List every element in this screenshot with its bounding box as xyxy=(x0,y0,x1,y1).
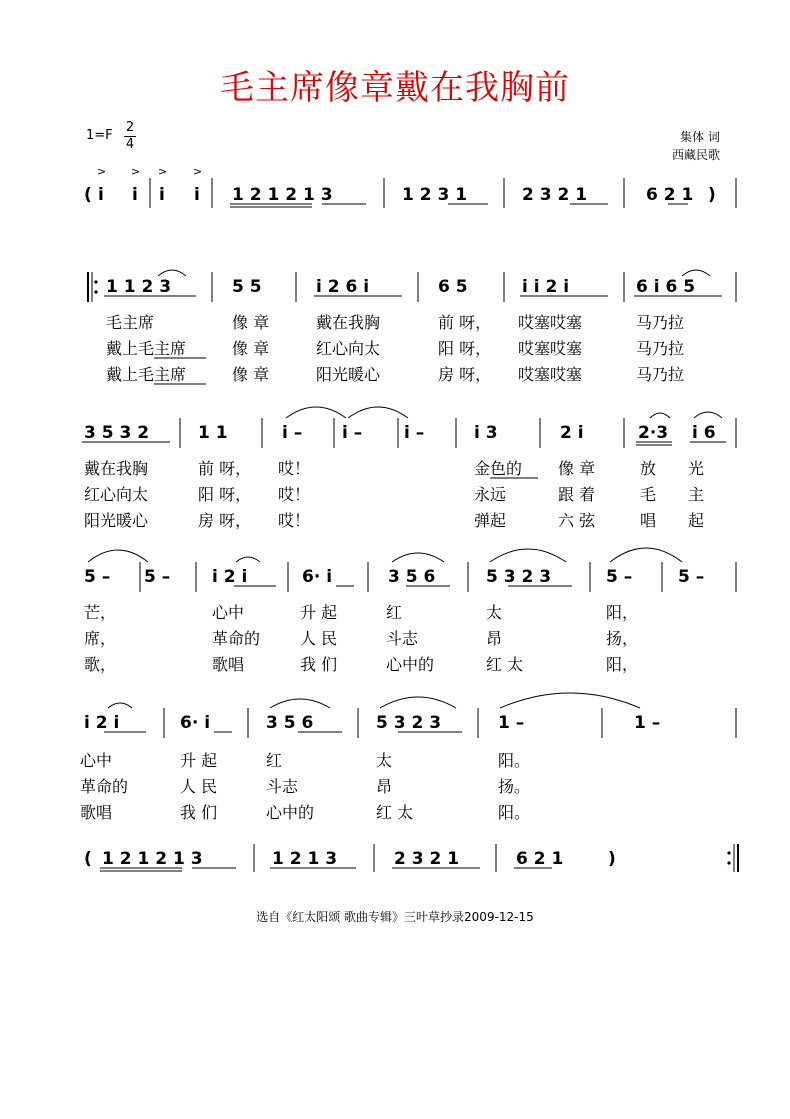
svg-text:歌，: 歌， xyxy=(84,655,117,674)
svg-text:阳，: 阳， xyxy=(606,603,639,622)
close-paren: ) xyxy=(708,185,716,205)
verse-2 xyxy=(80,777,530,796)
svg-text:昂: 昂 xyxy=(376,777,393,796)
verse-3 xyxy=(84,511,704,530)
note: i xyxy=(98,185,104,205)
svg-text:哎！: 哎！ xyxy=(278,485,311,504)
system-6 xyxy=(84,844,738,872)
svg-text:戴上毛主席: 戴上毛主席 xyxy=(106,339,187,358)
verse-1 xyxy=(84,459,704,478)
svg-text:>: > xyxy=(158,165,168,178)
svg-text:太: 太 xyxy=(376,751,393,770)
svg-text:哎塞哎塞: 哎塞哎塞 xyxy=(518,339,583,358)
svg-text:阳。: 阳。 xyxy=(498,751,531,770)
svg-text:金色的: 金色的 xyxy=(474,459,523,478)
svg-text:红心向太: 红心向太 xyxy=(84,485,149,504)
svg-text:革命的: 革命的 xyxy=(212,629,261,648)
lyricist-credit: 集体 词 xyxy=(680,130,720,144)
key-signature: 1=F xyxy=(86,128,113,143)
svg-text:我 们: 我 们 xyxy=(180,803,218,822)
svg-text:像 章: 像 章 xyxy=(232,339,270,358)
measure: i 3 xyxy=(474,423,498,443)
measure: 5 3 2 3 xyxy=(486,567,552,587)
measure: i 2 i xyxy=(212,567,248,587)
svg-text:房 呀，: 房 呀， xyxy=(438,365,492,384)
open-paren: ( xyxy=(84,849,92,869)
song-title: 毛主席像章戴在我胸前 xyxy=(220,68,570,108)
measure: 5 – xyxy=(678,567,705,587)
svg-text:哎！: 哎！ xyxy=(278,511,311,530)
svg-text:起: 起 xyxy=(688,511,705,530)
measure: 1 2 1 3 xyxy=(272,849,338,869)
svg-text:房 呀，: 房 呀， xyxy=(198,511,252,530)
verse-3 xyxy=(80,803,530,822)
measure: 3 5 6 xyxy=(266,713,314,733)
svg-text:哎！: 哎！ xyxy=(278,459,311,478)
time-signature-bottom: 4 xyxy=(125,137,135,152)
system-5 xyxy=(84,693,736,738)
system-1 xyxy=(84,165,736,208)
verse-2 xyxy=(84,485,704,504)
measure: 2 i xyxy=(560,423,584,443)
svg-text:升 起: 升 起 xyxy=(300,603,338,622)
svg-text:>: > xyxy=(131,165,141,178)
svg-text:马乃拉: 马乃拉 xyxy=(636,365,685,384)
verse-1 xyxy=(84,603,638,622)
svg-text:马乃拉: 马乃拉 xyxy=(636,313,685,332)
verse-1 xyxy=(80,751,530,770)
svg-text:哎塞哎塞: 哎塞哎塞 xyxy=(518,365,583,384)
measure: 1 – xyxy=(634,713,661,733)
note: i xyxy=(159,185,165,205)
svg-text:红: 红 xyxy=(386,603,403,622)
svg-text:永远: 永远 xyxy=(474,485,507,504)
measure: 5 3 2 3 xyxy=(376,713,442,733)
svg-text:阳，: 阳， xyxy=(606,655,639,674)
close-paren: ) xyxy=(608,849,616,869)
svg-text:哎塞哎塞: 哎塞哎塞 xyxy=(518,313,583,332)
measure: 3 5 3 2 xyxy=(84,423,150,443)
measure: 1 2 3 1 xyxy=(402,185,468,205)
time-signature-top: 2 xyxy=(125,120,135,135)
measure: 2 3 2 1 xyxy=(394,849,460,869)
measure: 5 – xyxy=(144,567,171,587)
open-paren: ( xyxy=(84,185,92,205)
svg-text:戴上毛主席: 戴上毛主席 xyxy=(106,365,187,384)
svg-text:斗志: 斗志 xyxy=(386,629,419,648)
svg-text:红: 红 xyxy=(266,751,283,770)
verse-2 xyxy=(106,339,684,358)
svg-text:六 弦: 六 弦 xyxy=(558,511,596,530)
svg-text:跟 着: 跟 着 xyxy=(558,485,596,504)
measure: i – xyxy=(404,423,425,443)
accent-marks xyxy=(97,165,202,178)
lyrics-row-4 xyxy=(80,751,530,822)
measure: 6 5 xyxy=(438,277,468,297)
measure: i 2 i xyxy=(84,713,120,733)
svg-text:歌唱: 歌唱 xyxy=(212,655,245,674)
system-4 xyxy=(84,548,736,592)
svg-text:前 呀，: 前 呀， xyxy=(438,313,492,332)
note: i xyxy=(132,185,138,205)
measure: 6· i xyxy=(302,567,333,587)
svg-text:革命的: 革命的 xyxy=(80,777,129,796)
measure: 6 i 6 5 xyxy=(636,277,696,297)
svg-text:毛主席: 毛主席 xyxy=(106,313,155,332)
svg-text:心中: 心中 xyxy=(80,751,113,770)
svg-text:席，: 席， xyxy=(84,629,117,648)
svg-text:阳。: 阳。 xyxy=(498,803,531,822)
measure: i i 2 i xyxy=(522,277,570,297)
lyrics-row-2 xyxy=(84,459,704,530)
svg-text:主: 主 xyxy=(688,485,705,504)
svg-text:红心向太: 红心向太 xyxy=(316,339,381,358)
lyrics-row-3 xyxy=(84,603,638,674)
measure: 2·3 xyxy=(638,423,669,443)
svg-text:像 章: 像 章 xyxy=(232,365,270,384)
measure: i 2 6 i xyxy=(316,277,370,297)
verse-2 xyxy=(84,629,638,648)
svg-text:毛: 毛 xyxy=(640,485,657,504)
measure: i 6 xyxy=(692,423,716,443)
svg-text:心中的: 心中的 xyxy=(386,655,435,674)
svg-text:升 起: 升 起 xyxy=(180,751,218,770)
svg-text:>: > xyxy=(97,165,107,178)
verse-3 xyxy=(106,365,684,384)
svg-text:红 太: 红 太 xyxy=(486,655,524,674)
svg-text:像 章: 像 章 xyxy=(232,313,270,332)
svg-text:心中: 心中 xyxy=(212,603,245,622)
svg-text:昂: 昂 xyxy=(486,629,503,648)
svg-text:阳光暖心: 阳光暖心 xyxy=(316,365,381,384)
svg-text:扬，: 扬， xyxy=(606,629,639,648)
svg-text:放: 放 xyxy=(640,459,657,478)
measure: 3 5 6 xyxy=(388,567,436,587)
measure: 1 1 2 3 xyxy=(106,277,172,297)
svg-text:扬。: 扬。 xyxy=(498,777,531,796)
measure: 5 5 xyxy=(232,277,262,297)
source-footer: 选自《红太阳颂 歌曲专辑》三叶草抄录2009-12-15 xyxy=(256,910,534,924)
svg-text:>: > xyxy=(193,165,203,178)
svg-text:戴在我胸: 戴在我胸 xyxy=(84,459,149,478)
svg-text:弹起: 弹起 xyxy=(474,511,507,530)
lyrics-row-1 xyxy=(106,313,684,384)
svg-text:斗志: 斗志 xyxy=(266,777,299,796)
system-3 xyxy=(82,407,736,448)
measure: 6· i xyxy=(180,713,211,733)
measure: 6 2 1 xyxy=(516,849,564,869)
measure: 5 – xyxy=(606,567,633,587)
measure: 1 2 1 2 1 3 xyxy=(232,185,333,205)
measure: 6 2 1 xyxy=(646,185,694,205)
svg-text:戴在我胸: 戴在我胸 xyxy=(316,313,381,332)
svg-text:唱: 唱 xyxy=(640,511,657,530)
svg-text:红 太: 红 太 xyxy=(376,803,414,822)
svg-text:像 章: 像 章 xyxy=(558,459,596,478)
composer-credit: 西藏民歌 xyxy=(671,148,720,162)
svg-text:芒，: 芒， xyxy=(84,603,117,622)
svg-text:歌唱: 歌唱 xyxy=(80,803,113,822)
measure: 2 3 2 1 xyxy=(522,185,588,205)
svg-text:前 呀，: 前 呀， xyxy=(198,459,252,478)
measure: i – xyxy=(342,423,363,443)
svg-text:我 们: 我 们 xyxy=(300,655,338,674)
measure: 1 2 1 2 1 3 xyxy=(102,849,203,869)
measure: 1 – xyxy=(498,713,525,733)
note: i xyxy=(194,185,200,205)
measure: 1 1 xyxy=(198,423,228,443)
verse-3 xyxy=(84,655,638,674)
svg-text:太: 太 xyxy=(486,603,503,622)
measure: i – xyxy=(282,423,303,443)
svg-text:阳光暖心: 阳光暖心 xyxy=(84,511,149,530)
svg-text:阳 呀，: 阳 呀， xyxy=(438,339,492,358)
svg-text:心中的: 心中的 xyxy=(266,803,315,822)
svg-text:人 民: 人 民 xyxy=(180,777,218,796)
verse-1 xyxy=(106,313,684,332)
measure: 5 – xyxy=(84,567,111,587)
svg-text:人 民: 人 民 xyxy=(300,629,338,648)
svg-text:马乃拉: 马乃拉 xyxy=(636,339,685,358)
system-2 xyxy=(88,270,736,302)
svg-text:光: 光 xyxy=(688,459,705,478)
svg-text:阳 呀，: 阳 呀， xyxy=(198,485,252,504)
